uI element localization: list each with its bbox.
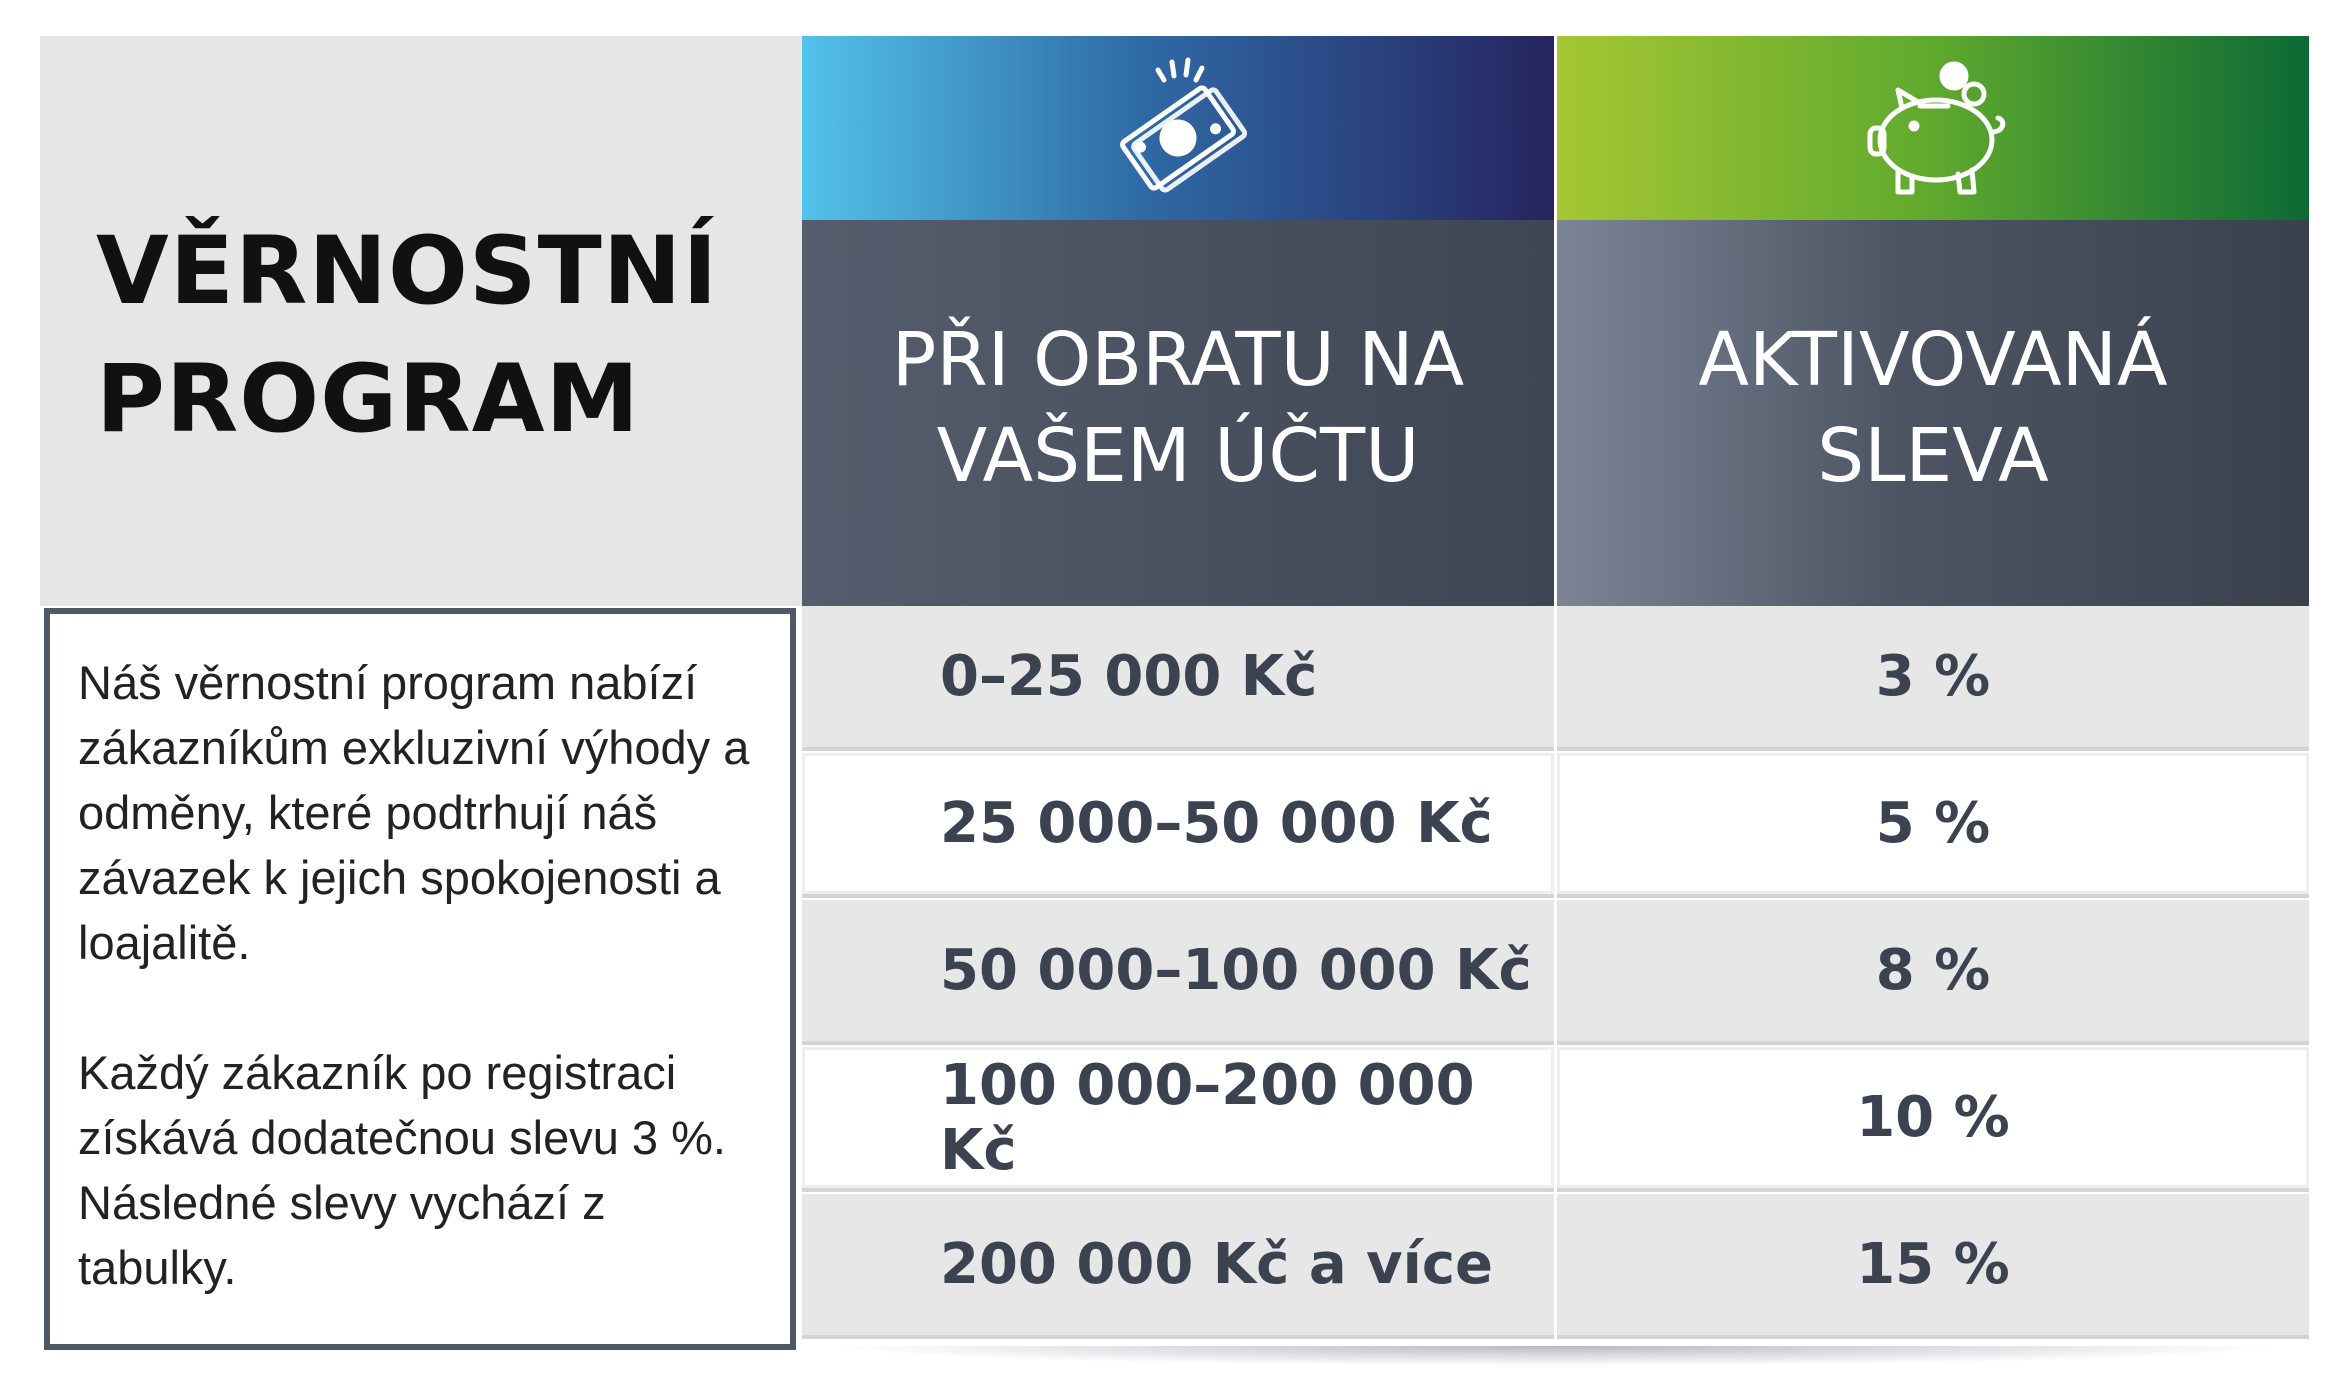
discount-cell: 8 % — [1557, 900, 2309, 1045]
money-bill-icon — [1098, 48, 1258, 208]
table-row — [802, 606, 2309, 751]
header-turnover-line-2: VAŠEM ÚČTU — [936, 413, 1420, 499]
discount-table-body — [802, 606, 2309, 1341]
page-title — [96, 208, 718, 464]
table-row — [802, 1047, 2309, 1192]
header-discount-line-2: SLEVA — [1817, 413, 2049, 499]
description-paragraph-1: Náš věrnostní program nabízí zákazníkům exkluzivní výhody a odměny, které podtrhují náš závazek k jejich spokojenosti a loajalitě. — [78, 656, 750, 969]
title-panel — [40, 36, 802, 606]
table-row — [802, 753, 2309, 898]
discount-cell: 10 % — [1557, 1047, 2309, 1192]
turnover-icon-strip — [802, 36, 1554, 220]
table-row — [802, 1194, 2309, 1339]
description-paragraph-2: Každý zákazník po registraci získává dodatečnou slevu 3 %. Následné slevy vychází z tabulky. — [78, 1046, 726, 1294]
turnover-range-cell: 0–25 000 Kč — [802, 606, 1554, 751]
table-row — [802, 900, 2309, 1045]
description-box — [44, 608, 796, 1350]
header-discount-line-1: AKTIVOVANÁ — [1698, 317, 2168, 403]
turnover-range-cell: 25 000–50 000 Kč — [802, 753, 1554, 898]
discount-icon-strip — [1557, 36, 2309, 220]
title-line-1: VĚRNOSTNÍ — [96, 217, 719, 326]
header-discount — [1557, 220, 2309, 606]
turnover-range-cell: 50 000–100 000 Kč — [802, 900, 1554, 1045]
header-turnover-line-1: PŘI OBRATU NA — [891, 317, 1465, 403]
discount-cell: 3 % — [1557, 606, 2309, 751]
turnover-range-cell: 200 000 Kč a více — [802, 1194, 1554, 1339]
discount-cell: 5 % — [1557, 753, 2309, 898]
turnover-range-cell: 100 000–200 000 Kč — [802, 1047, 1554, 1192]
table-shadow — [820, 1346, 2290, 1366]
title-line-2: PROGRAM — [96, 345, 641, 454]
piggy-bank-icon — [1848, 48, 2018, 208]
discount-cell: 15 % — [1557, 1194, 2309, 1339]
header-turnover — [802, 220, 1554, 606]
